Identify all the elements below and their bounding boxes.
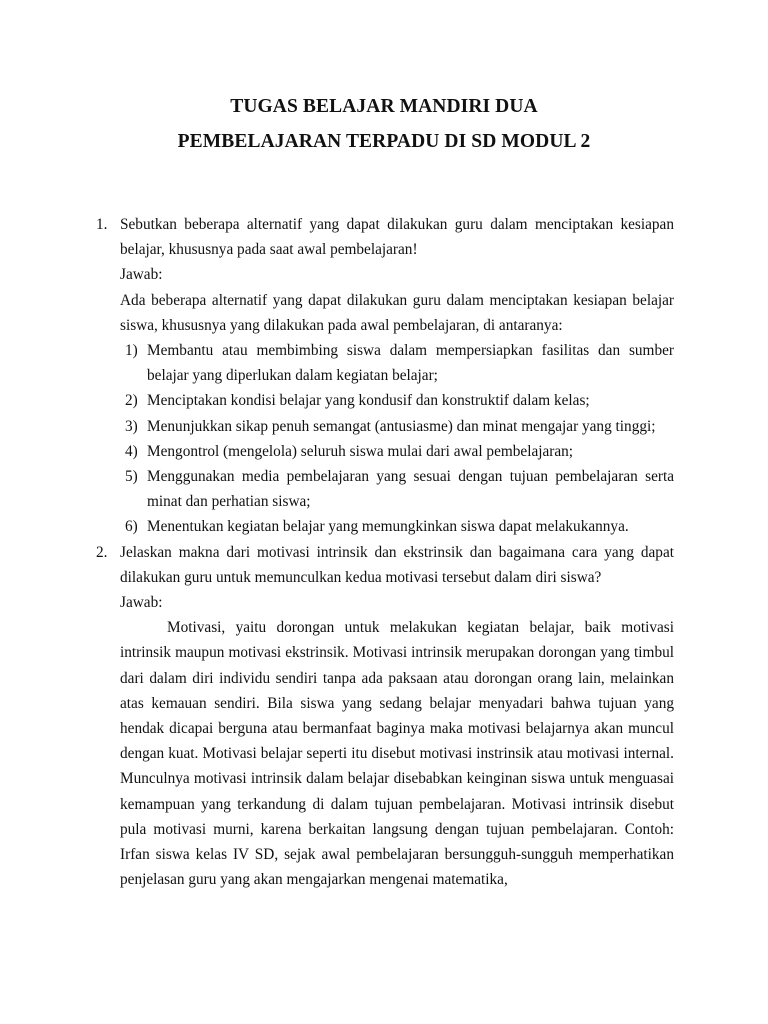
list-item-text: Mengontrol (mengelola) seluruh siswa mulai dari awal pembelajaran; <box>147 442 574 460</box>
question-text: Jelaskan makna dari motivasi intrinsik dan ekstrinsik dan bagaimana cara yang dapat dilakukan guru untuk memunculkan kedua motivasi tersebut dalam diri siswa? <box>120 543 674 586</box>
answer-list <box>120 338 674 540</box>
answer-label: Jawab: <box>120 266 163 284</box>
document-body <box>96 212 674 892</box>
list-item-text: Menggunakan media pembelajaran yang sesuai dengan tujuan pembelajaran serta minat dan perhatian siswa; <box>147 468 674 511</box>
title-line-2: PEMBELAJARAN TERPADU DI SD MODUL 2 <box>177 131 591 152</box>
answer-label: Jawab: <box>120 594 163 612</box>
list-item-number: 1) <box>125 342 138 360</box>
list-item-number: 3) <box>125 417 138 435</box>
question-number: 2. <box>96 543 108 561</box>
answer-intro: Ada beberapa alternatif yang dapat dilakukan guru dalam menciptakan kesiapan belajar siswa, khususnya yang dilakukan pada awal pembelajaran, di antaranya: <box>120 291 674 334</box>
answer-list-item <box>120 388 674 413</box>
answer-list-item <box>120 414 674 439</box>
list-item-text: Menciptakan kondisi belajar yang kondusif dan konstruktif dalam kelas; <box>147 392 590 410</box>
question-number: 1. <box>96 216 108 233</box>
list-item-number: 5) <box>125 468 138 486</box>
list-item-text: Menentukan kegiatan belajar yang memungkinkan siswa dapat melakukannya. <box>147 518 629 536</box>
answer-list-item <box>120 338 674 388</box>
list-item-text: Menunjukkan sikap penuh semangat (antusiasme) dan minat mengajar yang tinggi; <box>147 417 656 435</box>
answer-paragraph: Motivasi, yaitu dorongan untuk melakukan kegiatan belajar, baik motivasi intrinsik maupun motivasi ekstrinsik. Motivasi intrinsik merupakan dorongan yang timbul dari dalam diri individu sendiri tanpa ada paksaan atau dorongan orang lain, melainkan atas kemauan sendiri. Bila siswa yang sedang belajar menyadari bahwa tujuan yang hendak dicapai berguna atau bermanfaat baginya maka motivasi belajarnya akan muncul dengan kuat. Motivasi belajar seperti itu disebut motivasi instrinsik atau motivasi internal. Munculnya motivasi intrinsik dalam belajar disebabkan keinginan siswa untuk menguasai kemampuan yang terkandung di dalam tujuan pembelajaran. Motivasi intrinsik disebut pula motivasi murni, karena berkaitan langsung dengan tujuan pembelajaran. Contoh: Irfan siswa kelas IV SD, sejak awal pembelajaran bersungguh-sungguh memperhatikan penjelasan guru yang akan mengajarkan mengenai matematika, <box>120 619 674 889</box>
question-2 <box>96 540 674 893</box>
list-item-number: 4) <box>125 442 138 460</box>
list-item-number: 6) <box>125 518 138 536</box>
answer-list-item <box>120 514 674 539</box>
list-item-text: Membantu atau membimbing siswa dalam mempersiapkan fasilitas dan sumber belajar yang diperlukan dalam kegiatan belajar; <box>147 342 674 385</box>
answer-list-item <box>120 439 674 464</box>
answer-list-item <box>120 464 674 514</box>
question-text: Sebutkan beberapa alternatif yang dapat dilakukan guru dalam menciptakan kesiapan belajar, khususnya pada saat awal pembelajaran! <box>120 216 674 259</box>
title-line-1: TUGAS BELAJAR MANDIRI DUA <box>230 96 538 117</box>
list-item-number: 2) <box>125 392 138 410</box>
document-title <box>0 89 768 159</box>
question-1 <box>96 212 674 540</box>
